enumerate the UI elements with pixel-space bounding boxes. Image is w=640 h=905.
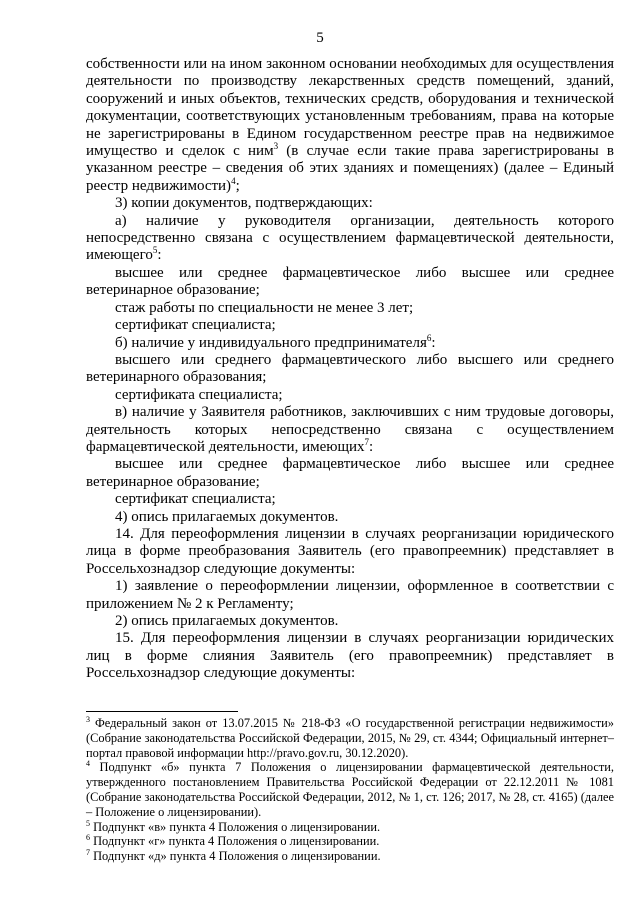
- footnote-text: Подпункт «д» пункта 4 Положения о лицензировании.: [90, 849, 381, 864]
- paragraph: [86, 213, 614, 265]
- footnote-text: Федеральный закон от 13.07.2015 № 218-ФЗ «О государственной регистрации недвижимости» (Собрание законодательства Российской Федерации, 2015, № 29, ст. 4344; Официальный интернет–портал правовой информации http://pravo.gov.ru, 30.12.2020).: [86, 716, 614, 760]
- paragraph: [86, 195, 614, 212]
- paragraph-text: (в случае если такие права зарегистрированы в указанном реестре – сведения об этих зданиях и помещениях) (далее – Единый реестр недвижимости): [86, 143, 615, 194]
- footnote: [86, 849, 614, 864]
- footnote: [86, 760, 614, 819]
- paragraph-text: 14. Для переоформления лицензии в случаях реорганизации юридического лица в форме преобразования Заявитель (его правопреемник) представляет в Россельхознадзор следующие документы:: [86, 525, 614, 577]
- paragraph-text: сертификат специалиста;: [115, 317, 276, 334]
- paragraph-text: высшего или среднего фармацевтического либо высшего или среднего ветеринарного образования;: [86, 351, 614, 386]
- paragraph: [86, 300, 614, 317]
- paragraph: [86, 352, 614, 387]
- paragraph-text: 15. Для переоформления лицензии в случаях реорганизации юридических лиц в форме слияния Заявитель (его правопреемник) представляет в Россельхознадзор следующие документы:: [86, 630, 614, 682]
- paragraph-text: 2) опись прилагаемых документов.: [115, 613, 339, 629]
- footnote: [86, 820, 614, 835]
- footnote-number: 5: [86, 818, 90, 828]
- paragraph: [86, 630, 614, 682]
- paragraph-text: б) наличие у индивидуального предпринимателя: [115, 334, 427, 351]
- paragraph-text: 4) опись прилагаемых документов.: [115, 508, 339, 525]
- paragraph: [86, 387, 614, 404]
- paragraph-text: в) наличие у Заявителя работников, заключивших с ним трудовые договоры, деятельность которых непосредственно связана с осуществлением фармацевтической деятельности, имеющих: [86, 404, 614, 455]
- footnote-text: Подпункт «б» пункта 7 Положения о лицензировании фармацевтической деятельности, утвержденного постановлением Правительства Российской Федерации от 22.12.2011 № 1081 (Собрание законодательства Российской Федерации, 2012, № 1, ст. 126; 2017, № 28, ст. 4165) (далее – Положение о лицензировании).: [86, 760, 614, 819]
- document-body: [86, 56, 614, 683]
- paragraph-text: 3) копии документов, подтверждающих:: [115, 195, 373, 212]
- footnote: [86, 716, 614, 760]
- paragraph: [86, 56, 614, 195]
- paragraph: [86, 456, 614, 491]
- footnote-separator: [86, 711, 238, 712]
- footnote-number: 6: [86, 833, 90, 843]
- paragraph: [86, 613, 614, 630]
- paragraph-text: :: [369, 438, 374, 455]
- paragraph: [86, 509, 614, 526]
- paragraph-text: собственности или на ином законном основании необходимых для осуществления деятельности по производству лекарственных средств помещений, зданий, сооружений и иных объектов, технических средств, оборудования и технической документации, соответствующих установленным требованиям, права на которые не зарегистрированы в Едином государственном реестре прав на недвижимое имущество и сделок с ним: [86, 56, 614, 160]
- footnotes: [86, 716, 614, 864]
- paragraph-text: а) наличие у руководителя организации, деятельность которого непосредственно связана с осуществлением фармацевтической деятельности, имеющего: [86, 212, 614, 264]
- footnote-ref: 7: [364, 436, 370, 447]
- paragraph: [86, 491, 614, 508]
- footnote-number: 4: [86, 759, 90, 769]
- footnote-text: Подпункт «г» пункта 4 Положения о лицензировании.: [90, 834, 380, 849]
- footnote-text: Подпункт «в» пункта 4 Положения о лицензировании.: [90, 819, 381, 834]
- paragraph-text: :: [431, 334, 436, 351]
- paragraph-text: стаж работы по специальности не менее 3 лет;: [115, 299, 414, 316]
- paragraph-text: высшее или среднее фармацевтическое либо высшее или среднее ветеринарное образование;: [86, 264, 614, 299]
- paragraph-text: сертификат специалиста;: [115, 491, 276, 508]
- page-number: 5: [316, 30, 324, 46]
- paragraph: [86, 332, 614, 352]
- paragraph: [86, 526, 614, 578]
- footnote-ref: 4: [231, 175, 236, 186]
- paragraph-text: ;: [235, 177, 240, 194]
- paragraph-text: 1) заявление о переоформлении лицензии, оформленное в соответствии с приложением № 2 к Регламенту;: [86, 578, 614, 612]
- paragraph: [86, 578, 614, 613]
- footnote-number: 7: [86, 848, 90, 858]
- footnote: [86, 834, 614, 849]
- paragraph-text: высшее или среднее фармацевтическое либо высшее или среднее ветеринарное образование;: [86, 456, 614, 490]
- paragraph: [86, 265, 614, 300]
- footnote-ref: 3: [273, 141, 279, 152]
- footnote-number: 3: [86, 714, 90, 724]
- paragraph: [86, 317, 614, 334]
- footnote-ref: 6: [426, 332, 432, 343]
- paragraph: [86, 404, 614, 456]
- footnote-ref: 5: [152, 245, 158, 256]
- paragraph-text: :: [157, 247, 162, 264]
- paragraph-text: сертификата специалиста;: [115, 386, 283, 403]
